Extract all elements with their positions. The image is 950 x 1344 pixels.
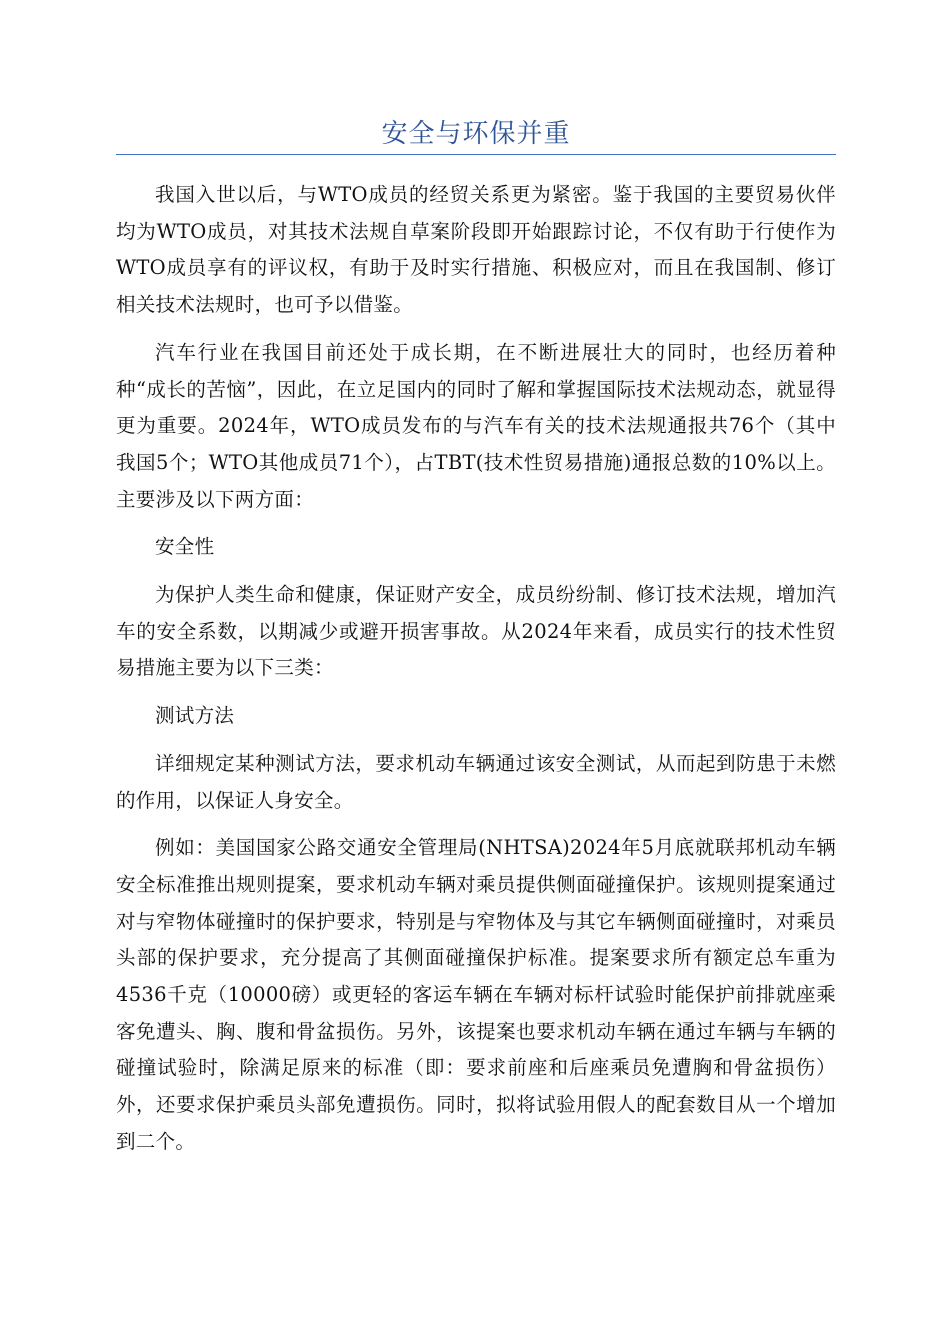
paragraph-wto-relations: 我国入世以后，与WTO成员的经贸关系更为紧密。鉴于我国的主要贸易伙伴均为WTO成员，对其技术法规自草案阶段即开始跟踪讨论，不仅有助于行使作为WTO成员享有的评议权，有助于及时实行措施、积极应对，而且在我国制、修订相关技术法规时，也可予以借鉴。 [116,183,836,317]
paragraph-test-methods: 详细规定某种测试方法，要求机动车辆通过该安全测试，从而起到防患于未燃的作用，以保证人身安全。 [116,751,836,812]
paragraph-safety-measures: 为保护人类生命和健康，保证财产安全，成员纷纷制、修订技术法规，增加汽车的安全系数，以期减少或避开损害事故。从2024年来看，成员实行的技术性贸易措施主要为以下三类： [116,583,836,680]
paragraph-nhtsa-example: 例如：美国国家公路交通安全管理局(NHTSA)2024年5月底就联邦机动车辆安全标准推出规则提案，要求机动车辆对乘员提供侧面碰撞保护。该规则提案通过对与窄物体碰撞时的保护要求，特别是与窄物体及与其它车辆侧面碰撞时，对乘员头部的保护要求，充分提高了其侧面碰撞保护标准。提案要求所有额定总车重为4536千克（10000磅）或更轻的客运车辆在车辆对标杆试验时能保护前排就座乘客免遭头、胸、腹和骨盆损伤。另外，该提案也要求机动车辆在通过车辆与车辆的碰撞试验时，除满足原来的标准（即：要求前座和后座乘员免遭胸和骨盆损伤）外，还要求保护乘员头部免遭损伤。同时，拟将试验用假人的配套数目从一个增加到二个。 [116,836,836,1153]
document-title: 安全与环保并重 [381,119,571,149]
paragraph-auto-industry: 汽车行业在我国目前还处于成长期，在不断进展壮大的同时，也经历着种种“成长的苦恼”，因此，在立足国内的同时了解和掌握国际技术法规动态，就显得更为重要。2024年，WTO成员发布的与汽车有关的技术法规通报共76个（其中我国5个；WTO其他成员71个），占TBT(技术性贸易措施)通报总数的10%以上。主要涉及以下两方面： [116,340,836,511]
document-body [116,177,836,1172]
section-heading-test-methods: 测试方法 [155,704,235,728]
title-underline [116,154,836,155]
section-heading-safety: 安全性 [155,535,215,559]
